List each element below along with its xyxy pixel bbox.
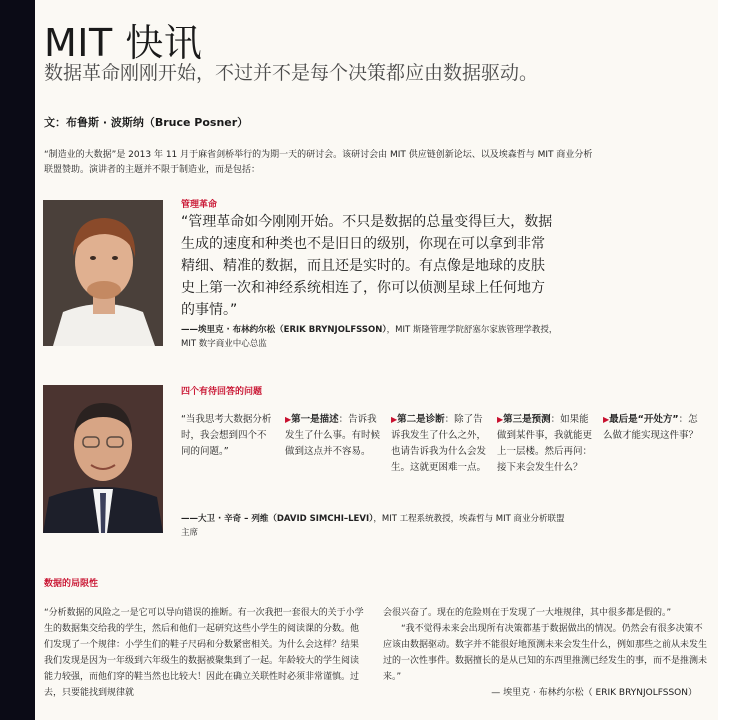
- article-subtitle: 数据革命刚刚开始，不过并不是每个决策都应由数据驱动。: [44, 62, 539, 84]
- question-text: ：除了告诉我发生了什么之外，也请告诉我为什么会发生。这就更困难一点。: [391, 414, 487, 473]
- question-title: 第三是预测: [503, 414, 551, 425]
- limits-paragraph-2: 会很兴奋了。现在的危险则在于发现了一大堆规律，其中很多都是假的。”: [383, 608, 672, 618]
- quote-management-revolution: “管理革命如今刚刚开始。不只是数据的总量变得巨大，数据生成的速度和种类也不是旧日的级别，你现在可以拿到非常精细、精准的数据，而且还是实时的。有点像是地球的皮肤史上第一次和神经系统相连了，你可以侦测星球上任何地方的事情。”: [181, 214, 553, 318]
- question-title: 第二是诊断: [397, 414, 445, 425]
- right-border: [718, 0, 731, 720]
- arrow-icon: ▶: [391, 415, 398, 424]
- arrow-icon: ▶: [285, 415, 292, 424]
- left-dark-border: [0, 0, 35, 720]
- question-text: ：告诉我发生了什么事。有时候做到这点并不容易。: [285, 414, 381, 457]
- portrait-illustration-2: [43, 385, 163, 533]
- portrait-photo-simchi-levi: [43, 385, 163, 533]
- attribution-role: ，MIT 斯隆管理学院舒塞尔家族管理学教授，MIT 数字商业中心总监: [181, 325, 558, 349]
- question-describe: [285, 412, 382, 460]
- question-text: ：如果能做到某件事，我就能更上一层楼。然后再问：接下来会发生什么？: [497, 414, 593, 473]
- arrow-icon: ▶: [603, 415, 610, 424]
- attribution-role: ，MIT 工程系统教授，埃森哲与 MIT 商业分析联盟主席: [181, 514, 565, 538]
- intro-paragraph: “制造业的大数据”是 2013 年 11 月于麻省剑桥举行的为期一天的研讨会。该研讨会由 MIT 供应链创新论坛、以及埃森哲与 MIT 商业分析联盟赞助。演讲者的主题并不限于制造业，而是包括：: [44, 150, 593, 175]
- question-title: 第一是描述: [291, 414, 339, 425]
- signature-brynjolfsson: — 埃里克 · 布林约尔松（ ERIK BRYNJOLFSSON）: [491, 688, 697, 698]
- limits-paragraph-1: “分析数据的风险之一是它可以导向错误的推断。有一次我把一套很大的关于小学生的数据集交给我的学生，然后和他们一起研究这些小学生的阅读课的分数。他们发现了一个规律：小学生们的鞋子尺码和分数紧密相关。为什么会这样？结果我们发现是因为一年级到六年级生的数据被聚集到了一起。年龄较大的学生阅读能力较强，而他们穿的鞋当然也比较大！因此在确立关联性时必须非常谨慎。过去，只要能找到规律就: [44, 608, 364, 698]
- attribution-name: ——大卫 · 辛奇 – 列维（DAVID SIMCHI–LEVI）: [181, 514, 374, 524]
- portrait-illustration-1: [43, 200, 163, 346]
- question-diagnose: [391, 412, 488, 476]
- question-title: 最后是“开处方”: [609, 414, 679, 425]
- attribution-brynjolfsson: [181, 323, 566, 351]
- question-prescribe: [603, 412, 700, 444]
- arrow-icon: ▶: [497, 415, 504, 424]
- limits-column-1: [44, 605, 366, 701]
- question-text: ：怎么做才能实现这件事？: [603, 414, 699, 441]
- portrait-photo-brynjolfsson: [43, 200, 163, 346]
- article-title: MIT 快讯: [44, 21, 203, 65]
- limits-paragraph-3: “我不觉得未来会出现所有决策都基于数据做出的情况。仍然会有很多决策不应该由数据驱动。数字并不能很好地预测未来会发生什么，例如那些之前从未发生过的一次性事件。数据擅长的是从已知的东西里推测已经发生的事，而不是推测未来。”: [383, 624, 708, 682]
- section-label-data-limits: 数据的局限性: [44, 579, 99, 589]
- questions-intro-quote: “当我思考大数据分析时，我会想到四个不同的问题。”: [181, 414, 272, 457]
- section-label-four-questions: 四个有待回答的问题: [181, 387, 263, 397]
- byline: 文：布鲁斯 · 波斯纳（Bruce Posner）: [44, 116, 249, 129]
- attribution-simchi-levi: [181, 512, 566, 540]
- attribution-name: ——埃里克 · 布林约尔松（ERIK BRYNJOLFSSON）: [181, 325, 387, 335]
- limits-column-2: [383, 605, 711, 701]
- section-label-management-revolution: 管理革命: [181, 200, 218, 210]
- question-predict: [497, 412, 594, 476]
